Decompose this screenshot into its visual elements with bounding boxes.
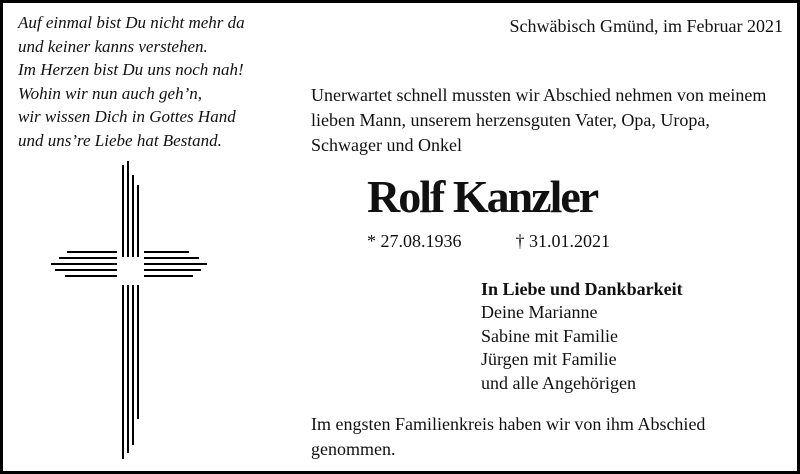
- signer-line: und alle Angehörigen: [481, 372, 636, 393]
- life-dates: [367, 231, 610, 252]
- death-date: † 31.01.2021: [515, 231, 610, 251]
- signer-line: Deine Marianne: [481, 302, 598, 323]
- intro-line: Unerwartet schnell mussten wir Abschied nehmen von meinem: [311, 85, 767, 105]
- signers-heading: In Liebe und Dankbarkeit: [481, 279, 683, 299]
- intro-line: lieben Mann, unserem herzensguten Vater, Opa, Uropa,: [311, 110, 710, 130]
- deceased-name: Rolf Kanzler: [367, 171, 598, 222]
- signer-line: Jürgen mit Familie: [481, 349, 617, 370]
- poem: [18, 11, 245, 153]
- place-date-line: Schwäbisch Gmünd, im Februar 2021: [509, 16, 783, 36]
- birth-date: * 27.08.1936: [367, 231, 462, 251]
- poem-line: Auf einmal bist Du nicht mehr da: [18, 13, 245, 32]
- closing-text: [311, 412, 705, 462]
- closing-line: Im engsten Familienkreis haben wir von ihm Abschied: [311, 414, 706, 434]
- closing-line: genommen.: [311, 439, 396, 459]
- poem-line: Im Herzen bist Du uns noch nah!: [18, 60, 244, 80]
- cross-icon: [47, 161, 212, 461]
- intro-line: Schwager und Onkel: [311, 135, 462, 155]
- poem-line: und uns’re Liebe hat Bestand.: [18, 130, 222, 150]
- poem-line: Wohin wir nun auch geh’n,: [18, 83, 203, 103]
- poem-line: wir wissen Dich in Gottes Hand: [18, 107, 236, 127]
- intro-text: [311, 83, 766, 158]
- signer-line: Sabine mit Familie: [481, 325, 618, 346]
- signers-block: [481, 278, 683, 395]
- poem-line: und keiner kanns verstehen.: [18, 36, 208, 56]
